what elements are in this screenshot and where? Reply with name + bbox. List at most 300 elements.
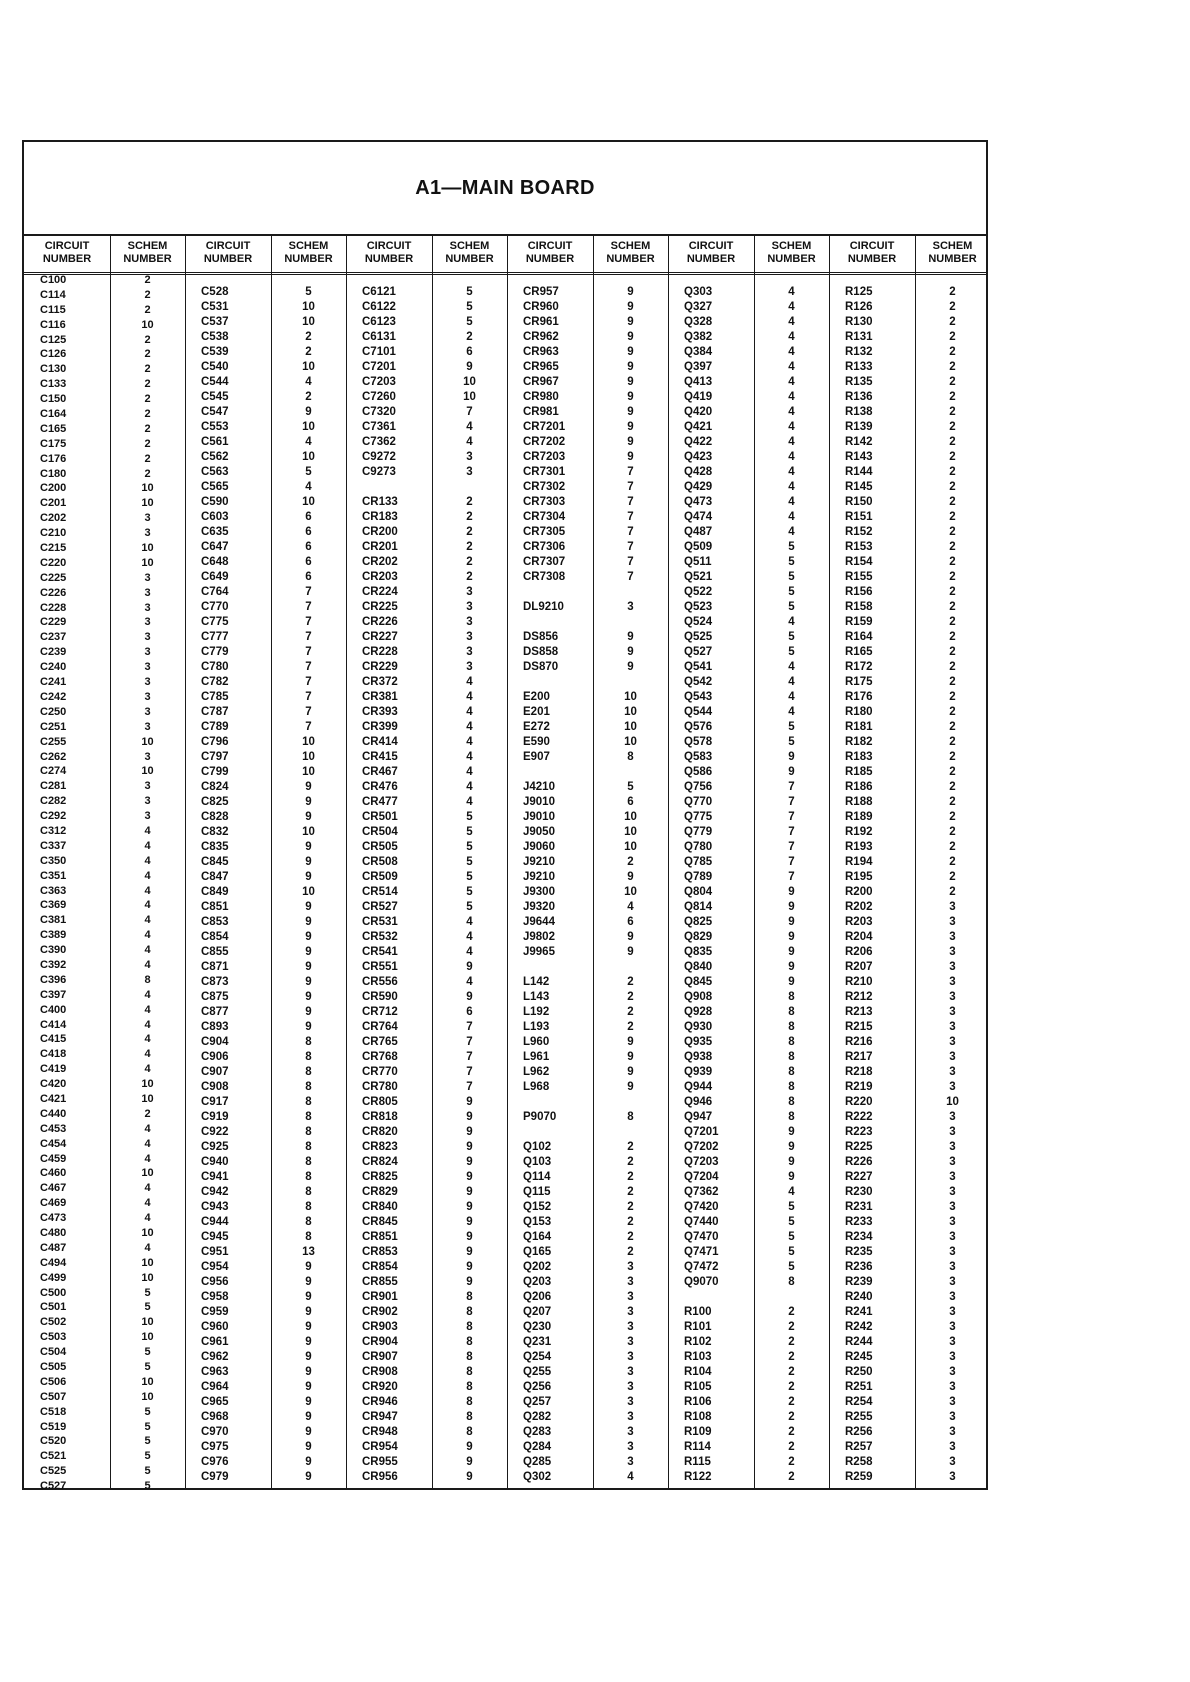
circuit-number-cell: Q285 <box>523 1456 552 1468</box>
schem-number-column <box>110 273 185 1494</box>
circuit-number-cell: C917 <box>201 1096 229 1108</box>
schem-number-cell: 4 <box>788 391 795 403</box>
circuit-number-cell: R154 <box>845 556 873 568</box>
circuit-number-cell: Q422 <box>684 436 713 448</box>
circuit-number-cell: R102 <box>684 1336 712 1348</box>
circuit-number-cell: C202 <box>40 512 67 525</box>
schem-number-cell: 9 <box>788 1156 795 1168</box>
circuit-number-cell: C241 <box>40 676 67 689</box>
schem-number-cell: 2 <box>466 496 473 508</box>
circuit-number-cell: C215 <box>40 542 67 555</box>
schem-number-cell: 2 <box>144 393 151 406</box>
circuit-number-cell: CR824 <box>362 1156 398 1168</box>
schem-number-cell: 9 <box>788 946 795 958</box>
schem-number-cell: 4 <box>144 1212 151 1225</box>
circuit-number-cell: CR765 <box>362 1036 398 1048</box>
circuit-number-cell: C126 <box>40 348 67 361</box>
circuit-number-cell: R136 <box>845 391 873 403</box>
schem-number-column <box>432 285 507 1485</box>
schem-number-cell: 5 <box>144 1465 151 1478</box>
schem-number-cell: 4 <box>144 944 151 957</box>
schem-number-cell: 9 <box>466 1456 473 1468</box>
schem-number-cell: 3 <box>627 601 634 613</box>
schem-number-cell: 10 <box>302 826 315 838</box>
schem-number-cell: 4 <box>144 958 151 971</box>
circuit-number-cell: R226 <box>845 1156 873 1168</box>
circuit-number-cell: C545 <box>201 391 229 403</box>
schem-number-cell: 8 <box>305 1066 312 1078</box>
schem-number-cell: 9 <box>466 1261 473 1273</box>
schem-number-cell: 4 <box>788 661 795 673</box>
circuit-number-cell: C828 <box>201 811 229 823</box>
column-divider <box>185 234 186 1488</box>
circuit-number-cell: C943 <box>201 1201 229 1213</box>
schem-number-cell: 9 <box>466 1126 473 1138</box>
circuit-number-cell: C531 <box>201 301 229 313</box>
schem-number-cell: 2 <box>627 991 634 1003</box>
schem-number-cell: 7 <box>305 706 312 718</box>
circuit-number-cell: C851 <box>201 901 229 913</box>
circuit-number-cell: R244 <box>845 1336 873 1348</box>
circuit-number-cell: R132 <box>845 346 873 358</box>
schem-number-cell: 9 <box>788 976 795 988</box>
schem-number-cell: 3 <box>466 616 473 628</box>
circuit-number-cell: P9070 <box>523 1111 557 1123</box>
circuit-number-cell: C397 <box>40 988 67 1001</box>
circuit-number-cell: C6123 <box>362 316 396 328</box>
circuit-number-cell <box>523 765 591 780</box>
circuit-number-cell: C970 <box>201 1426 229 1438</box>
circuit-number-cell: R144 <box>845 466 873 478</box>
circuit-number-cell: CR200 <box>362 526 398 538</box>
circuit-number-cell: C467 <box>40 1182 67 1195</box>
schem-number-cell: 2 <box>627 1231 634 1243</box>
circuit-number-cell: C504 <box>40 1346 67 1359</box>
schem-number-cell: 2 <box>949 616 956 628</box>
schem-number-cell: 10 <box>141 556 154 569</box>
schem-number-cell: 7 <box>305 586 312 598</box>
circuit-number-cell: Q7472 <box>684 1261 719 1273</box>
circuit-number-header <box>668 234 754 272</box>
circuit-number-cell: R186 <box>845 781 873 793</box>
schem-number-cell: 8 <box>466 1411 473 1423</box>
schem-number-cell: 9 <box>305 796 312 808</box>
schem-number-cell: 3 <box>144 690 151 703</box>
circuit-number-cell: C976 <box>201 1456 229 1468</box>
circuit-number-cell: CR551 <box>362 961 398 973</box>
circuit-number-header <box>829 234 915 272</box>
circuit-number-cell: CR203 <box>362 571 398 583</box>
circuit-number-cell: C941 <box>201 1171 229 1183</box>
circuit-number-cell: Q775 <box>684 811 713 823</box>
schem-number-cell: 5 <box>466 316 473 328</box>
schem-number-cell: 2 <box>466 556 473 568</box>
schem-number-cell: 2 <box>949 541 956 553</box>
circuit-number-cell: Q541 <box>684 661 713 673</box>
circuit-number-cell: L192 <box>523 1006 550 1018</box>
circuit-number-column <box>201 285 269 1485</box>
circuit-number-cell: Q930 <box>684 1021 713 1033</box>
circuit-number-cell: CR476 <box>362 781 398 793</box>
schem-number-cell: 2 <box>949 691 956 703</box>
schem-number-cell: 5 <box>788 1231 795 1243</box>
circuit-number-cell: C225 <box>40 571 67 584</box>
schem-number-cell: 2 <box>949 406 956 418</box>
circuit-number-cell: C421 <box>40 1092 67 1105</box>
schem-number-cell: 3 <box>949 1456 956 1468</box>
schem-number-cell: 8 <box>305 1141 312 1153</box>
schem-number-cell: 2 <box>144 467 151 480</box>
schem-number-cell: 5 <box>466 841 473 853</box>
circuit-number-cell: C337 <box>40 839 67 852</box>
circuit-number-cell: CR908 <box>362 1366 398 1378</box>
schem-number-header-line: SCHEM <box>127 240 168 252</box>
circuit-number-cell: Q103 <box>523 1156 552 1168</box>
circuit-number-cell: Q202 <box>523 1261 552 1273</box>
schem-number-cell: 8 <box>466 1426 473 1438</box>
schem-number-cell: 4 <box>788 496 795 508</box>
schem-number-cell: 9 <box>305 1381 312 1393</box>
schem-number-cell: 8 <box>788 1276 795 1288</box>
schem-number-cell: 2 <box>949 361 956 373</box>
schem-number-cell: 5 <box>788 1246 795 1258</box>
schem-number-cell: 2 <box>144 437 151 450</box>
circuit-number-cell: CR853 <box>362 1246 398 1258</box>
circuit-number-cell <box>523 1095 591 1110</box>
circuit-number-cell: C945 <box>201 1231 229 1243</box>
circuit-number-cell: C506 <box>40 1375 67 1388</box>
circuit-number-cell: CR7202 <box>523 436 566 448</box>
schem-number-cell: 4 <box>466 946 473 958</box>
circuit-number-cell: C893 <box>201 1021 229 1033</box>
circuit-number-cell: CR532 <box>362 931 398 943</box>
circuit-number-column <box>40 273 108 1494</box>
circuit-number-cell: C418 <box>40 1048 67 1061</box>
schem-number-cell: 4 <box>144 929 151 942</box>
circuit-number-cell: C6121 <box>362 286 396 298</box>
schem-number-cell: 3 <box>144 571 151 584</box>
schem-number-cell: 3 <box>144 527 151 540</box>
schem-number-cell: 3 <box>949 1411 956 1423</box>
circuit-number-cell: R220 <box>845 1096 873 1108</box>
schem-number-cell: 9 <box>627 316 634 328</box>
schem-number-cell: 2 <box>949 781 956 793</box>
schem-number-cell: 4 <box>788 436 795 448</box>
column-divider <box>593 234 594 1488</box>
schem-number-cell: 9 <box>627 1036 634 1048</box>
schem-number-cell: 3 <box>144 780 151 793</box>
schem-number-cell: 3 <box>949 1381 956 1393</box>
circuit-number-cell: Q254 <box>523 1351 552 1363</box>
circuit-number-cell: R256 <box>845 1426 873 1438</box>
schem-number-cell: 10 <box>624 811 637 823</box>
circuit-number-cell: R192 <box>845 826 873 838</box>
schem-number-cell: 3 <box>627 1351 634 1363</box>
schem-number-cell: 8 <box>788 1096 795 1108</box>
circuit-number-cell: R122 <box>684 1471 712 1483</box>
circuit-number-cell: C487 <box>40 1241 67 1254</box>
circuit-number-cell: R242 <box>845 1321 873 1333</box>
circuit-number-cell: CR202 <box>362 556 398 568</box>
circuit-number-cell: C544 <box>201 376 229 388</box>
schem-number-cell: 3 <box>949 1306 956 1318</box>
schem-number-cell: 4 <box>788 331 795 343</box>
schem-number-cell: 6 <box>305 571 312 583</box>
schem-number-cell: 2 <box>144 363 151 376</box>
circuit-number-cell: C392 <box>40 958 67 971</box>
circuit-number-cell: C528 <box>201 286 229 298</box>
schem-number-cell: 4 <box>466 691 473 703</box>
schem-number-cell: 3 <box>949 1441 956 1453</box>
circuit-number-cell: R251 <box>845 1381 873 1393</box>
circuit-number-cell: C960 <box>201 1321 229 1333</box>
schem-number-cell: 3 <box>949 1321 956 1333</box>
schem-number-cell: 2 <box>949 481 956 493</box>
circuit-number-cell: C420 <box>40 1078 67 1091</box>
schem-number-cell: 10 <box>302 886 315 898</box>
schem-number-cell: 3 <box>627 1366 634 1378</box>
circuit-number-cell: CR201 <box>362 541 398 553</box>
schem-number-cell: 3 <box>949 1171 956 1183</box>
circuit-number-cell: C390 <box>40 944 67 957</box>
circuit-number-cell: Q328 <box>684 316 713 328</box>
circuit-number-cell: C954 <box>201 1261 229 1273</box>
circuit-number-cell: C787 <box>201 706 229 718</box>
schem-number-cell: 4 <box>466 781 473 793</box>
schem-number-cell: 2 <box>627 1156 634 1168</box>
circuit-number-header-line: CIRCUIT <box>527 240 573 252</box>
schem-number-cell: 5 <box>466 886 473 898</box>
circuit-number-cell: CR947 <box>362 1411 398 1423</box>
circuit-number-cell: R210 <box>845 976 873 988</box>
schem-number-cell: 3 <box>949 1036 956 1048</box>
schem-number-cell: 7 <box>788 811 795 823</box>
circuit-number-cell: C242 <box>40 690 67 703</box>
circuit-number-cell: Q840 <box>684 961 713 973</box>
circuit-number-cell: C540 <box>201 361 229 373</box>
circuit-number-cell: C292 <box>40 810 67 823</box>
schem-number-cell: 4 <box>144 1003 151 1016</box>
schem-number-cell: 4 <box>788 346 795 358</box>
circuit-number-cell: Q586 <box>684 766 713 778</box>
schem-number-cell: 10 <box>463 391 476 403</box>
schem-number-cell: 5 <box>144 1301 151 1314</box>
circuit-number-cell: CR381 <box>362 691 398 703</box>
circuit-number-cell: Q7470 <box>684 1231 719 1243</box>
circuit-number-cell: Q845 <box>684 976 713 988</box>
schem-number-cell: 2 <box>949 586 956 598</box>
circuit-number-cell: R103 <box>684 1351 712 1363</box>
circuit-number-cell: C251 <box>40 720 67 733</box>
circuit-number-cell: R204 <box>845 931 873 943</box>
circuit-number-cell: L142 <box>523 976 550 988</box>
circuit-number-cell: R233 <box>845 1216 873 1228</box>
schem-number-cell: 10 <box>624 826 637 838</box>
circuit-number-cell: C825 <box>201 796 229 808</box>
circuit-number-cell: J9010 <box>523 811 555 823</box>
circuit-number-header-line: CIRCUIT <box>366 240 412 252</box>
schem-number-cell: 3 <box>949 946 956 958</box>
circuit-number-cell: C115 <box>40 303 66 316</box>
circuit-number-cell: R194 <box>845 856 873 868</box>
circuit-number-cell: C459 <box>40 1152 67 1165</box>
schem-number-cell: 8 <box>305 1156 312 1168</box>
circuit-number-cell: Q523 <box>684 601 713 613</box>
schem-number-cell: 2 <box>144 408 151 421</box>
schem-number-cell: 9 <box>305 1411 312 1423</box>
schem-number-header <box>915 234 990 272</box>
circuit-number-cell: R133 <box>845 361 873 373</box>
circuit-number-cell: Q7204 <box>684 1171 719 1183</box>
column-divider <box>668 234 669 1488</box>
circuit-number-cell: Q9070 <box>684 1276 719 1288</box>
schem-number-cell: 5 <box>144 1450 151 1463</box>
circuit-number-cell: Q231 <box>523 1336 552 1348</box>
schem-number-header-line: SCHEM <box>449 240 490 252</box>
schem-number-cell: 9 <box>466 961 473 973</box>
schem-number-cell: 9 <box>627 451 634 463</box>
schem-number-cell: 2 <box>949 841 956 853</box>
circuit-number-cell: DS856 <box>523 631 559 643</box>
schem-number-cell: 5 <box>788 556 795 568</box>
circuit-number-cell: L961 <box>523 1051 550 1063</box>
schem-number-cell: 7 <box>627 526 634 538</box>
schem-number-cell: 3 <box>627 1441 634 1453</box>
circuit-number-cell: L962 <box>523 1066 550 1078</box>
circuit-number-cell: C845 <box>201 856 229 868</box>
schem-number-cell: 8 <box>305 1111 312 1123</box>
circuit-number-cell: Q102 <box>523 1141 552 1153</box>
schem-number-cell: 4 <box>144 914 151 927</box>
circuit-number-cell: Q814 <box>684 901 713 913</box>
schem-number-cell: 3 <box>949 1111 956 1123</box>
schem-number-header-line: SCHEM <box>932 240 973 252</box>
schem-number-cell: 3 <box>144 601 151 614</box>
circuit-number-cell: Q282 <box>523 1411 552 1423</box>
schem-number-cell: 6 <box>305 541 312 553</box>
circuit-number-cell: R101 <box>684 1321 712 1333</box>
circuit-number-cell: C824 <box>201 781 229 793</box>
schem-number-cell: 10 <box>141 1316 154 1329</box>
schem-number-cell: 3 <box>144 586 151 599</box>
circuit-number-cell: C799 <box>201 766 229 778</box>
circuit-number-header-line: CIRCUIT <box>205 240 251 252</box>
schem-number-cell: 9 <box>627 331 634 343</box>
circuit-number-cell: C415 <box>40 1033 67 1046</box>
schem-number-cell: 4 <box>627 901 634 913</box>
schem-number-cell: 9 <box>627 1051 634 1063</box>
schem-number-cell: 5 <box>305 466 312 478</box>
schem-number-cell: 8 <box>305 1231 312 1243</box>
schem-number-cell: 2 <box>788 1426 795 1438</box>
parts-table <box>22 140 988 1493</box>
circuit-number-cell: C855 <box>201 946 229 958</box>
circuit-number-cell: CR477 <box>362 796 398 808</box>
circuit-number-cell: C180 <box>40 467 67 480</box>
column-divider <box>432 234 433 1488</box>
circuit-number-cell: Q7202 <box>684 1141 719 1153</box>
circuit-number-cell: C537 <box>201 316 229 328</box>
circuit-number-header-line: NUMBER <box>364 253 414 265</box>
circuit-number-cell: CR854 <box>362 1261 398 1273</box>
schem-number-cell: 9 <box>627 346 634 358</box>
circuit-number-cell: L968 <box>523 1081 550 1093</box>
schem-number-cell: 3 <box>144 720 151 733</box>
schem-number-cell: 6 <box>627 916 634 928</box>
schem-number-cell: 3 <box>949 901 956 913</box>
circuit-number-cell: Q283 <box>523 1426 552 1438</box>
circuit-number-cell: C499 <box>40 1271 67 1284</box>
circuit-number-cell: J9210 <box>523 856 555 868</box>
schem-number-cell: 8 <box>305 1096 312 1108</box>
circuit-number-cell: J9060 <box>523 841 555 853</box>
schem-number-cell: 6 <box>466 346 473 358</box>
circuit-number-column <box>362 285 430 1485</box>
schem-number-cell: 10 <box>302 316 315 328</box>
circuit-number-cell: R218 <box>845 1066 873 1078</box>
circuit-number-cell: Q756 <box>684 781 713 793</box>
schem-number-cell: 7 <box>466 1021 473 1033</box>
schem-number-cell: 10 <box>141 1331 154 1344</box>
circuit-number-cell: R235 <box>845 1246 873 1258</box>
schem-number-header-line: SCHEM <box>288 240 329 252</box>
schem-number-cell: 2 <box>788 1306 795 1318</box>
schem-number-cell: 4 <box>788 376 795 388</box>
circuit-number-cell: CR501 <box>362 811 398 823</box>
schem-number-cell: 9 <box>627 661 634 673</box>
schem-number-cell: 3 <box>949 931 956 943</box>
circuit-number-cell: C789 <box>201 721 229 733</box>
schem-number-cell: 3 <box>466 601 473 613</box>
schem-number-cell: 5 <box>788 586 795 598</box>
schem-number-cell: 9 <box>305 1441 312 1453</box>
circuit-number-cell: R142 <box>845 436 873 448</box>
schem-number-cell: 8 <box>305 1081 312 1093</box>
schem-number-cell: 7 <box>466 406 473 418</box>
circuit-number-header-line: NUMBER <box>203 253 253 265</box>
schem-number-cell: 2 <box>949 766 956 778</box>
schem-number-cell: 4 <box>144 1137 151 1150</box>
circuit-number-cell: C590 <box>201 496 229 508</box>
schem-number-cell: 9 <box>305 1276 312 1288</box>
schem-number-cell: 9 <box>466 361 473 373</box>
schem-number-cell: 3 <box>949 1276 956 1288</box>
circuit-number-cell: CR956 <box>362 1471 398 1483</box>
schem-number-cell: 2 <box>305 331 312 343</box>
circuit-number-cell: C940 <box>201 1156 229 1168</box>
schem-number-cell: 9 <box>627 376 634 388</box>
schem-number-cell: 9 <box>305 781 312 793</box>
schem-number-cell: 2 <box>144 348 151 361</box>
schem-number-column <box>915 285 990 1485</box>
circuit-number-cell: Q284 <box>523 1441 552 1453</box>
circuit-number-cell: C565 <box>201 481 229 493</box>
circuit-number-cell: Q256 <box>523 1381 552 1393</box>
circuit-number-cell: C350 <box>40 854 67 867</box>
schem-number-cell: 9 <box>627 391 634 403</box>
schem-number-cell: 8 <box>788 1006 795 1018</box>
schem-number-cell: 8 <box>788 1021 795 1033</box>
circuit-number-cell: CR224 <box>362 586 398 598</box>
circuit-number-cell: C965 <box>201 1396 229 1408</box>
circuit-number-cell: C925 <box>201 1141 229 1153</box>
schem-number-cell: 10 <box>141 1078 154 1091</box>
schem-number-cell: 9 <box>305 931 312 943</box>
schem-number-cell: 8 <box>305 1216 312 1228</box>
circuit-number-cell: R200 <box>845 886 873 898</box>
circuit-number-cell: C951 <box>201 1246 229 1258</box>
schem-number-cell: 9 <box>466 1441 473 1453</box>
